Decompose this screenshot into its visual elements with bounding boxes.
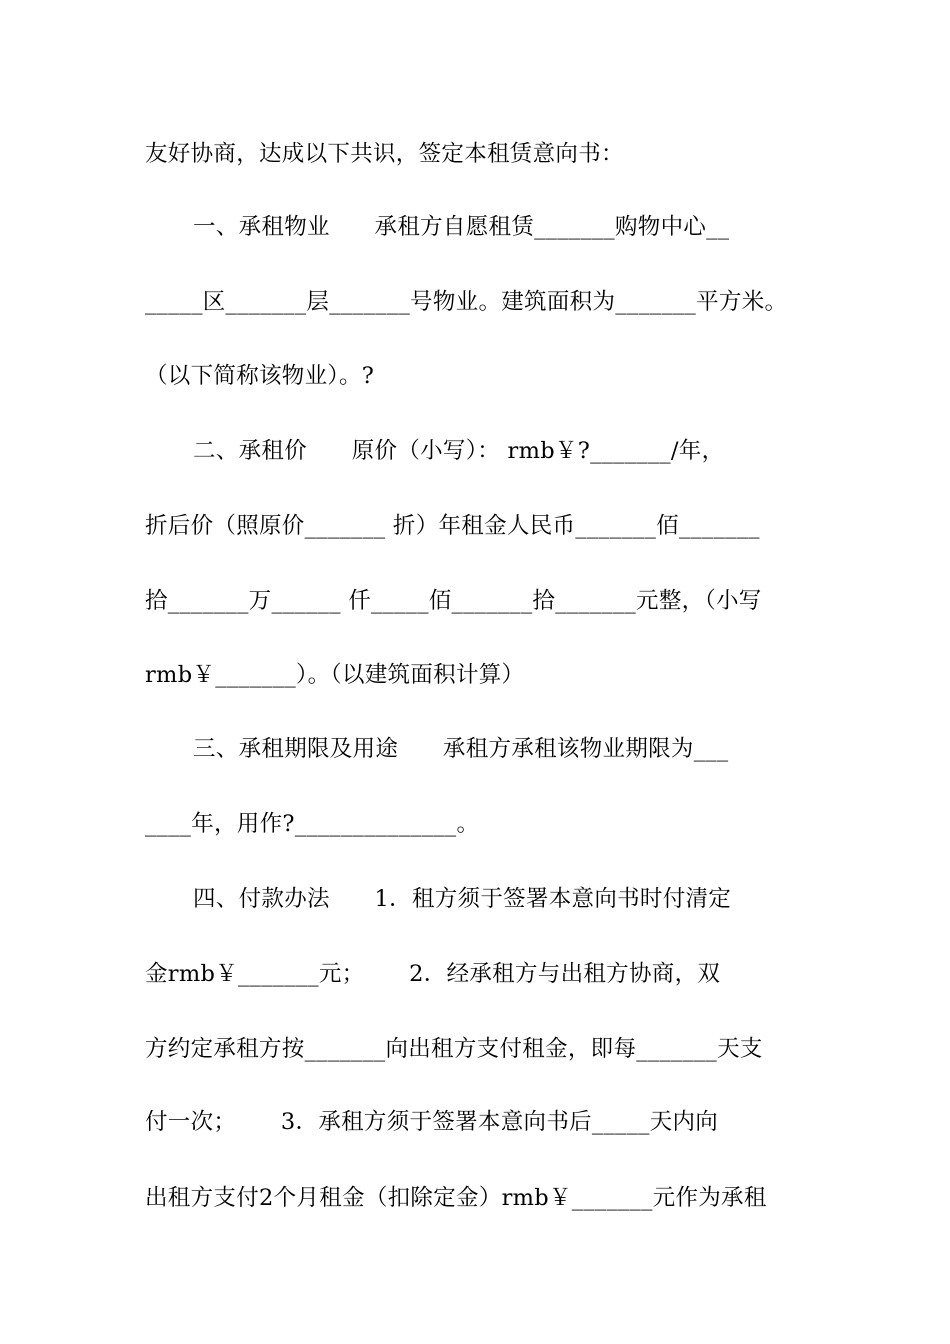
text-line-7: 拾_______万______ 仟_____佰_______拾_______元整，（小写 <box>145 588 762 614</box>
text-line-4: （以下简称该物业）。? <box>145 363 375 389</box>
text-line-8: rmb￥_______）。（以建筑面积计算） <box>145 662 525 688</box>
section-heading-1-line: 一、承租物业 承租方自愿租赁_______购物中心__ <box>193 214 730 240</box>
section-heading-3-line: 三、承租期限及用途 承租方承租该物业期限为___ <box>193 736 729 762</box>
section-heading-2-line: 二、承租价 原价（小写）： rmb￥?_______/年， <box>193 438 725 464</box>
text-line-3: _____区_______层_______号物业。建筑面积为_______平方米。 <box>145 289 788 315</box>
text-line-1: 友好协商，达成以下共识，签定本租赁意向书： <box>145 141 624 167</box>
text-line-12: 金rmb￥_______元； 2．经承租方与出租方协商，双 <box>145 961 721 987</box>
text-line-6: 折后价（照原价_______ 折）年租金人民币_______佰_______ <box>145 513 760 539</box>
text-line-13: 方约定承租方按_______向出租方支付租金，即每_______天支 <box>145 1036 763 1062</box>
section-heading-4-line: 四、付款办法 1．租方须于签署本意向书时付清定 <box>193 886 732 912</box>
text-line-14: 付一次； 3．承租方须于签署本意向书后_____天内向 <box>145 1109 719 1135</box>
text-line-15: 出租方支付2个月租金（扣除定金）rmb￥_______元作为承租 <box>145 1185 767 1211</box>
text-line-10: ____年，用作?______________。 <box>145 811 480 837</box>
